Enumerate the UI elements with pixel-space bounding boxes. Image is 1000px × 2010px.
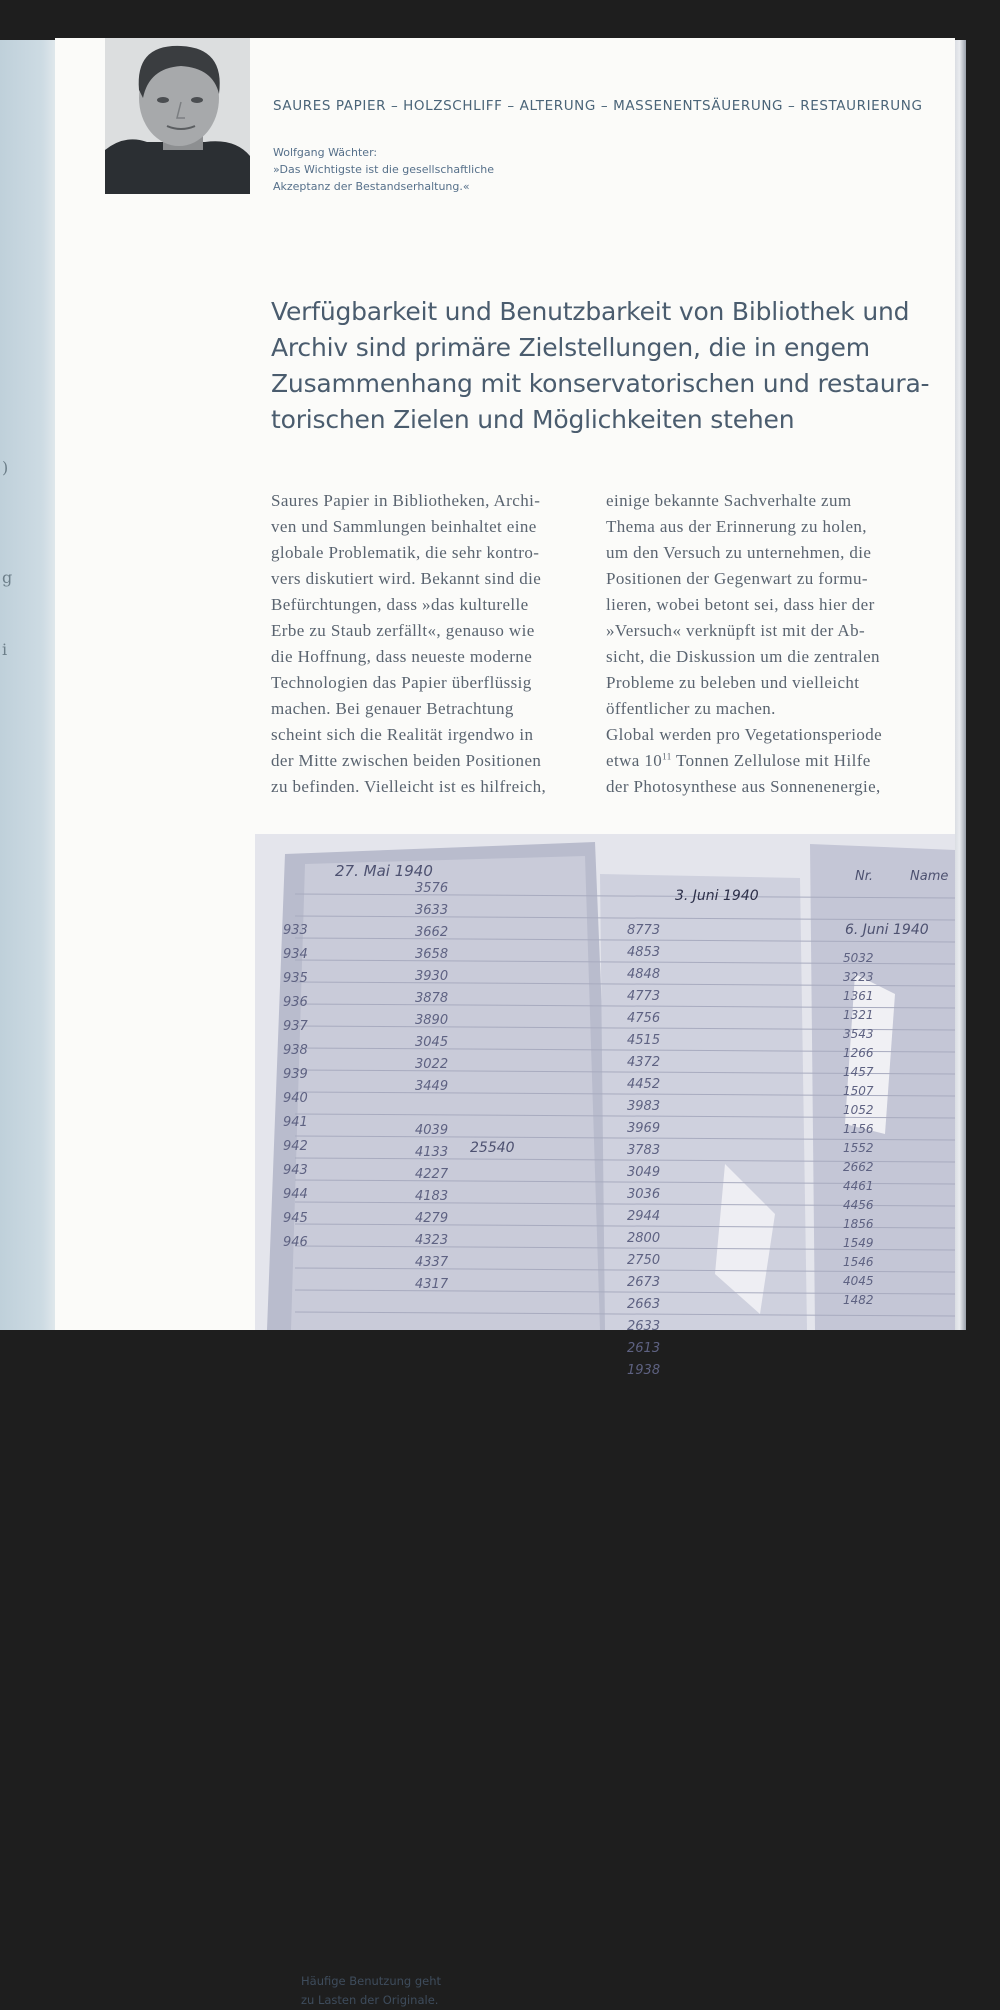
ledger-number: 4372 [627, 1055, 661, 1070]
ledger-number: 3658 [415, 947, 449, 962]
ledger-number: 3662 [415, 925, 449, 940]
ledger-number: 933 [283, 923, 308, 938]
ledger-number: 25540 [470, 1140, 515, 1156]
body-line: um den Versuch zu unternehmen, die [606, 543, 872, 562]
ledger-number: 3576 [415, 881, 449, 896]
ledger-number: 3449 [415, 1079, 449, 1094]
body-line: ven und Sammlungen beinhaltet eine [271, 517, 537, 536]
ledger-number: 2800 [627, 1231, 661, 1246]
ledger-number: 3022 [415, 1057, 449, 1072]
quote-line: »Das Wichtigste ist die gesellschaftliche [273, 163, 494, 176]
body-line: Global werden pro Vegetationsperiode [606, 725, 883, 744]
ledger-number: 942 [283, 1139, 308, 1154]
ledger-number: 3930 [415, 969, 449, 984]
body-line: globale Problematik, die sehr kontro- [271, 543, 540, 562]
ledger-number: 4183 [415, 1189, 449, 1204]
ledger-number: 2633 [627, 1319, 661, 1334]
ledger-number: 4317 [415, 1277, 449, 1292]
body-line: einige bekannte Sachverhalte zum [606, 491, 852, 510]
headline-line: Zusammenhang mit konservatorischen und restaura- [271, 369, 930, 398]
ledger-illustration [255, 834, 955, 1378]
ledger-number: 4279 [415, 1211, 449, 1226]
ledger-number: 2663 [627, 1297, 661, 1312]
body-line: die Hoffnung, dass neueste moderne [271, 647, 533, 666]
caption-line: zu Lasten der Originale. [301, 1993, 439, 2007]
body-line: zu befinden. Vielleicht ist es hilfreich, [271, 777, 547, 796]
ledger-number: 1549 [843, 1236, 874, 1250]
headline [271, 294, 941, 438]
ledger-number: 1052 [843, 1103, 874, 1117]
ledger-number: 4133 [415, 1145, 449, 1160]
ledger-number: 5032 [843, 951, 874, 965]
ledger-number: 8773 [627, 923, 661, 938]
facing-page-edge [0, 40, 60, 1330]
ledger-header: Name [910, 869, 949, 884]
ledger-number: 1266 [843, 1046, 874, 1060]
ledger-number: 937 [283, 1019, 308, 1034]
ledger-number: 2673 [627, 1275, 661, 1290]
ledger-number: 2662 [843, 1160, 874, 1174]
ledger-number: 3036 [627, 1187, 661, 1202]
ledger-number: 4461 [843, 1179, 874, 1193]
body-line: Thema aus der Erinnerung zu holen, [606, 517, 867, 536]
body-line: Technologien das Papier überflüssig [271, 673, 532, 692]
magazine-page [55, 38, 955, 2007]
body-line: sicht, die Diskussion um die zentralen [606, 647, 880, 666]
ledger-number: 2944 [627, 1209, 661, 1224]
body-line-with-exponent [606, 748, 882, 774]
caption-line: Häufige Benutzung geht [301, 1974, 442, 1988]
body-text: etwa 10 [606, 751, 663, 770]
body-line: »Versuch« verknüpft ist mit der Ab- [606, 621, 866, 640]
ledger-number: 4853 [627, 945, 661, 960]
ledger-number: 4337 [415, 1255, 449, 1270]
ledger-date: 6. Juni 1940 [845, 922, 929, 938]
ledger-number: 3223 [843, 970, 874, 984]
ledger-header: Nr. [855, 869, 874, 884]
body-line: Probleme zu beleben und vielleicht [606, 673, 860, 692]
ledger-number: 935 [283, 971, 308, 986]
headline-line: Archiv sind primäre Zielstellungen, die in engem [271, 333, 870, 362]
ledger-number: 1856 [843, 1217, 874, 1231]
body-line: vers diskutiert wird. Bekannt sind die [271, 569, 542, 588]
body-line: der Photosynthese aus Sonnenenergie, [606, 777, 881, 796]
ledger-number: 938 [283, 1043, 308, 1058]
ledger-date: 3. Juni 1940 [675, 888, 759, 904]
ledger-number: 1552 [843, 1141, 874, 1155]
ledger-number: 4515 [627, 1033, 661, 1048]
ledger-number: 944 [283, 1187, 308, 1202]
body-line: machen. Bei genauer Betrachtung [271, 699, 514, 718]
ledger-number: 3049 [627, 1165, 661, 1180]
ledger-number: 946 [283, 1235, 308, 1250]
body-line: Erbe zu Staub zerfällt«, genauso wie [271, 621, 535, 640]
author-portrait [105, 38, 250, 194]
ledger-number: 940 [283, 1091, 308, 1106]
ledger-number: 4456 [843, 1198, 874, 1212]
quote-author: Wolfgang Wächter: [273, 146, 378, 159]
body-line: Saures Papier in Bibliotheken, Archi- [271, 491, 541, 510]
ledger-number: 1361 [843, 989, 874, 1003]
body-line: der Mitte zwischen beiden Positionen [271, 751, 542, 770]
ledger-number: 4323 [415, 1233, 449, 1248]
ledger-number: 1482 [843, 1293, 874, 1307]
ledger-number: 4039 [415, 1123, 449, 1138]
ledger-number: 4452 [627, 1077, 661, 1092]
photo-caption [301, 1972, 451, 2010]
ledger-number: 3890 [415, 1013, 449, 1028]
ledger-number: 3969 [627, 1121, 661, 1136]
facing-page-char: ) [2, 458, 9, 477]
ledger-number: 1507 [843, 1084, 874, 1098]
ledger-number: 941 [283, 1115, 308, 1130]
body-line: Positionen der Gegenwart zu formu- [606, 569, 868, 588]
headline-line: torischen Zielen und Möglichkeiten stehen [271, 405, 795, 434]
ledger-number: 1546 [843, 1255, 874, 1269]
body-line: Befürchtungen, dass »das kulturelle [271, 595, 529, 614]
author-quote [273, 144, 603, 195]
ledger-number: 4227 [415, 1167, 449, 1182]
exponent: 11 [662, 751, 672, 762]
facing-page-char: i [2, 640, 8, 659]
ledger-number: 3045 [415, 1035, 449, 1050]
headline-line: Verfügbarkeit und Benutzbarkeit von Bibliothek und [271, 297, 910, 326]
ledger-number: 4773 [627, 989, 661, 1004]
ledger-number: 1457 [843, 1065, 874, 1079]
topic-keywords: SAURES PAPIER – HOLZSCHLIFF – ALTERUNG – MASSENENTSÄUERUNG – RESTAURIERUNG [273, 98, 923, 114]
ledger-number: 1321 [843, 1008, 874, 1022]
ledger-number: 1938 [627, 1363, 661, 1378]
ledger-number: 3878 [415, 991, 449, 1006]
body-column-2 [606, 488, 882, 800]
ledger-number: 4756 [627, 1011, 661, 1026]
body-column-1 [271, 488, 546, 800]
ledger-number: 3543 [843, 1027, 874, 1041]
body-text: Tonnen Zellulose mit Hilfe [671, 751, 871, 770]
ledger-photo [255, 834, 955, 2007]
ledger-number: 934 [283, 947, 308, 962]
body-line: lieren, wobei betont sei, dass hier der [606, 595, 875, 614]
body-line: öffentlicher zu machen. [606, 699, 776, 718]
ledger-number: 2750 [627, 1253, 661, 1268]
ledger-number: 3783 [627, 1143, 661, 1158]
ledger-number: 1156 [843, 1122, 874, 1136]
ledger-number: 4848 [627, 967, 661, 982]
quote-line: Akzeptanz der Bestandserhaltung.« [273, 180, 470, 193]
ledger-number: 2613 [627, 1341, 661, 1356]
ledger-number: 939 [283, 1067, 308, 1082]
ledger-number: 3633 [415, 903, 449, 918]
body-line: scheint sich die Realität irgendwo in [271, 725, 534, 744]
ledger-number: 936 [283, 995, 308, 1010]
ledger-number: 945 [283, 1211, 308, 1226]
ledger-date: 27. Mai 1940 [335, 862, 433, 880]
ledger-number: 3983 [627, 1099, 661, 1114]
ledger-number: 943 [283, 1163, 308, 1178]
ledger-number: 4045 [843, 1274, 874, 1288]
facing-page-char: g [2, 568, 13, 587]
